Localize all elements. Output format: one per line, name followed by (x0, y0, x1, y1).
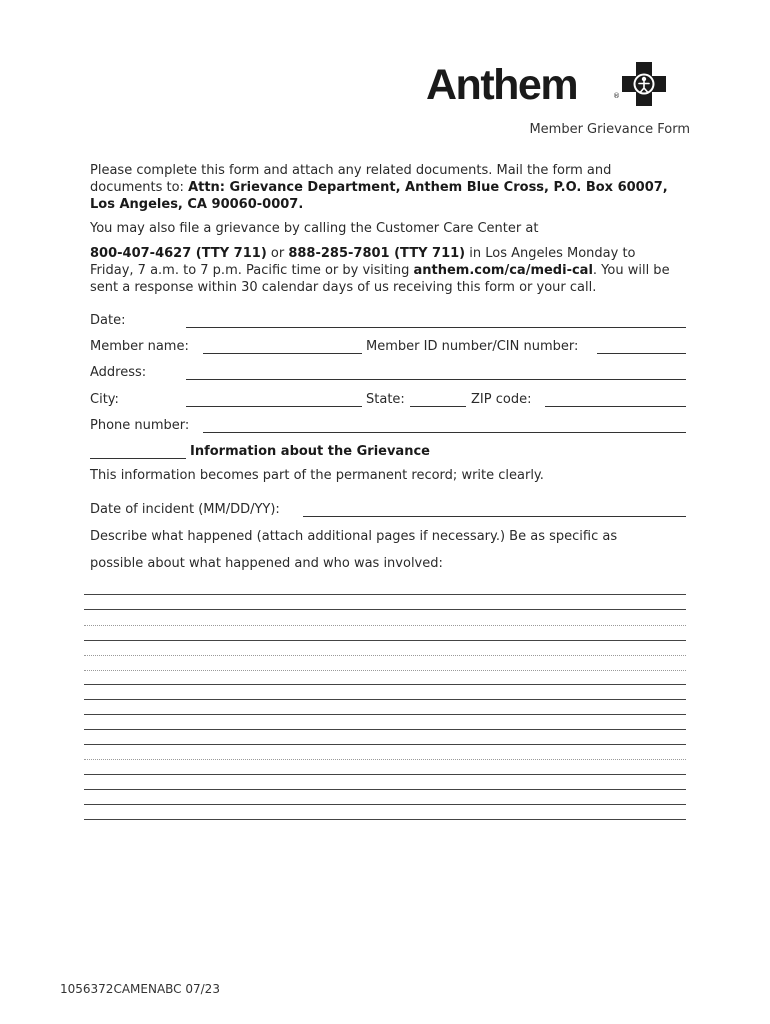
description-line[interactable] (84, 789, 686, 790)
zip-field[interactable] (545, 406, 686, 407)
logo-wordmark: Anthem (426, 61, 578, 109)
state-field[interactable] (410, 406, 466, 407)
member-id-field[interactable] (597, 353, 686, 354)
blue-cross-shield-icon (622, 62, 666, 106)
description-line[interactable] (84, 655, 686, 656)
permanent-record-notice: This information becomes part of the permanent record; write clearly. (90, 468, 544, 483)
describe-instructions-line2: possible about what happened and who was involved: (90, 556, 443, 571)
phone-label: Phone number: (90, 418, 190, 433)
registered-mark: ® (613, 92, 620, 100)
state-label: State: (366, 392, 405, 407)
description-line[interactable] (84, 684, 686, 685)
address-label: Address: (90, 365, 147, 380)
description-line[interactable] (84, 819, 686, 820)
mailing-instructions (90, 162, 680, 213)
description-line[interactable] (84, 594, 686, 595)
hours-text: in Los Angeles Monday to Friday, 7 a.m. to 7 p.m. Pacific time or by visiting (90, 246, 636, 278)
member-name-field[interactable] (203, 353, 362, 354)
incident-date-field[interactable] (303, 516, 686, 517)
mailing-text: Please complete this form and attach any related documents. Mail the form and documents to: (90, 163, 612, 195)
description-line[interactable] (84, 670, 686, 671)
address-field[interactable] (186, 379, 686, 380)
member-name-label: Member name: (90, 339, 189, 354)
describe-instructions-line1: Describe what happened (attach additional pages if necessary.) Be as specific as (90, 529, 618, 544)
member-id-label: Member ID number/CIN number: (366, 339, 579, 354)
description-line[interactable] (84, 759, 686, 760)
website-link[interactable]: anthem.com/ca/medi-cal (413, 263, 593, 278)
mailing-address: Attn: Grievance Department, Anthem Blue Cross, P.O. Box 60007, Los Angeles, CA 90060-0007. (90, 180, 668, 212)
phone-intro: You may also file a grievance by calling the Customer Care Center at (90, 221, 539, 236)
grievance-section-title: Information about the Grievance (190, 444, 430, 459)
incident-date-label: Date of incident (MM/DD/YY): (90, 502, 280, 517)
section-checkbox-line[interactable] (90, 458, 186, 459)
date-label: Date: (90, 313, 126, 328)
city-field[interactable] (186, 406, 362, 407)
response-text: . You will be sent a response within 30 calendar days of us receiving this form or your call. (90, 263, 670, 295)
phone-number-1: 800-407-4627 (TTY 711) (90, 246, 267, 261)
description-line[interactable] (84, 774, 686, 775)
zip-label: ZIP code: (471, 392, 532, 407)
description-line[interactable] (84, 609, 686, 610)
form-code: 1056372CAMENABC 07/23 (60, 982, 220, 996)
description-line[interactable] (84, 714, 686, 715)
description-line[interactable] (84, 640, 686, 641)
description-line[interactable] (84, 744, 686, 745)
phone-or: or (266, 246, 289, 261)
contact-details (90, 245, 680, 296)
phone-field[interactable] (203, 432, 686, 433)
description-line[interactable] (84, 729, 686, 730)
form-title: Member Grievance Form (529, 122, 690, 137)
city-label: City: (90, 392, 119, 407)
anthem-logo (426, 62, 666, 108)
description-line[interactable] (84, 699, 686, 700)
phone-number-2: 888-285-7801 (TTY 711) (288, 246, 466, 261)
date-field[interactable] (186, 327, 686, 328)
description-line[interactable] (84, 625, 686, 626)
description-line[interactable] (84, 804, 686, 805)
